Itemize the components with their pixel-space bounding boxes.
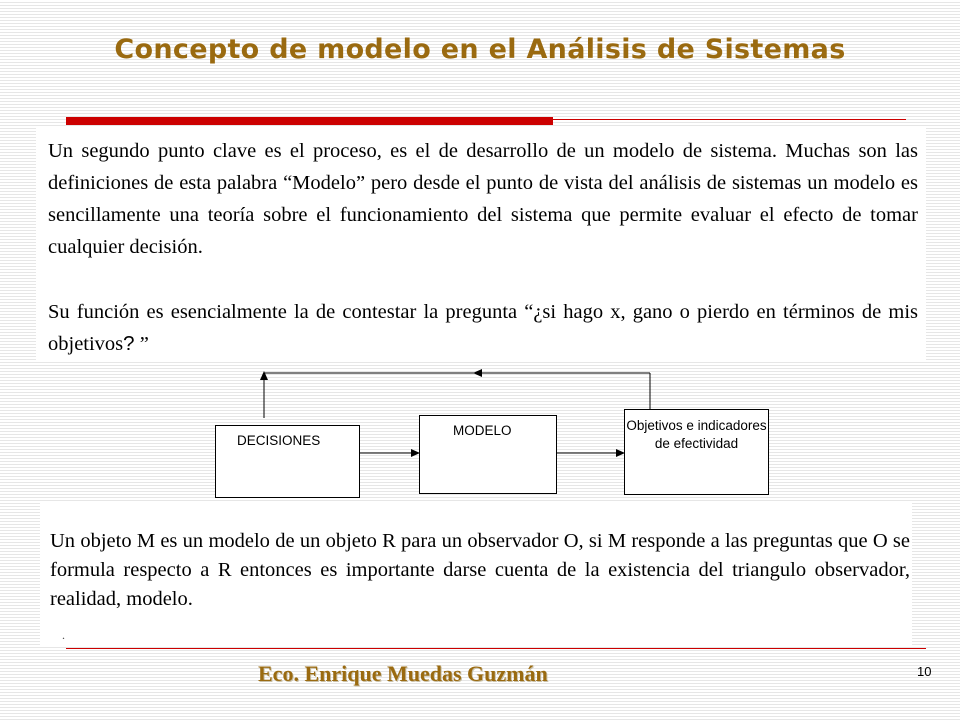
objetivos-box <box>624 409 769 495</box>
decisiones-label: DECISIONES <box>237 433 321 448</box>
modelo-label: MODELO <box>453 423 512 438</box>
closing-quote: ” <box>134 333 149 355</box>
definition-paragraph: Un objeto M es un modelo de un objeto R para un observador O, si M responde a las preguntas que O se formula respecto a R entonces es importante darse cuenta de la existencia del triangulo observador, realidad, modelo. <box>50 530 910 610</box>
question-mark: ? <box>123 332 135 355</box>
decisiones-box <box>215 425 360 498</box>
title-underline-red <box>66 117 553 125</box>
footer-rule <box>66 648 926 649</box>
author-name: Eco. Enrique Muedas Guzmán <box>258 661 548 686</box>
page-number: 10 <box>917 664 932 679</box>
main-text-box <box>36 128 926 360</box>
footnote-dot: . <box>62 628 65 642</box>
paragraph-model-function-text: Su función es esencialmente la de contestar la pregunta “¿si hago x, gano o pierdo en términos de mis objetivos <box>48 301 918 355</box>
paragraph-model-function <box>48 296 918 360</box>
title-underline-thin <box>553 119 906 120</box>
definition-text-box <box>40 502 912 647</box>
objetivos-label: Objetivos e indicadores de efectividad <box>626 418 767 451</box>
slide-title: Concepto de modelo en el Análisis de Sistemas <box>114 34 846 65</box>
modelo-box <box>419 415 557 494</box>
paragraph-model-process: Un segundo punto clave es el proceso, es el de desarrollo de un modelo de sistema. Muchas son las definiciones de esta palabra “Modelo” pero desde el punto de vista del análisis de sistemas un modelo es sencillamente una teoría sobre el funcionamiento del sistema que permite evaluar el efecto de tomar cualquier decisión. <box>48 140 918 258</box>
